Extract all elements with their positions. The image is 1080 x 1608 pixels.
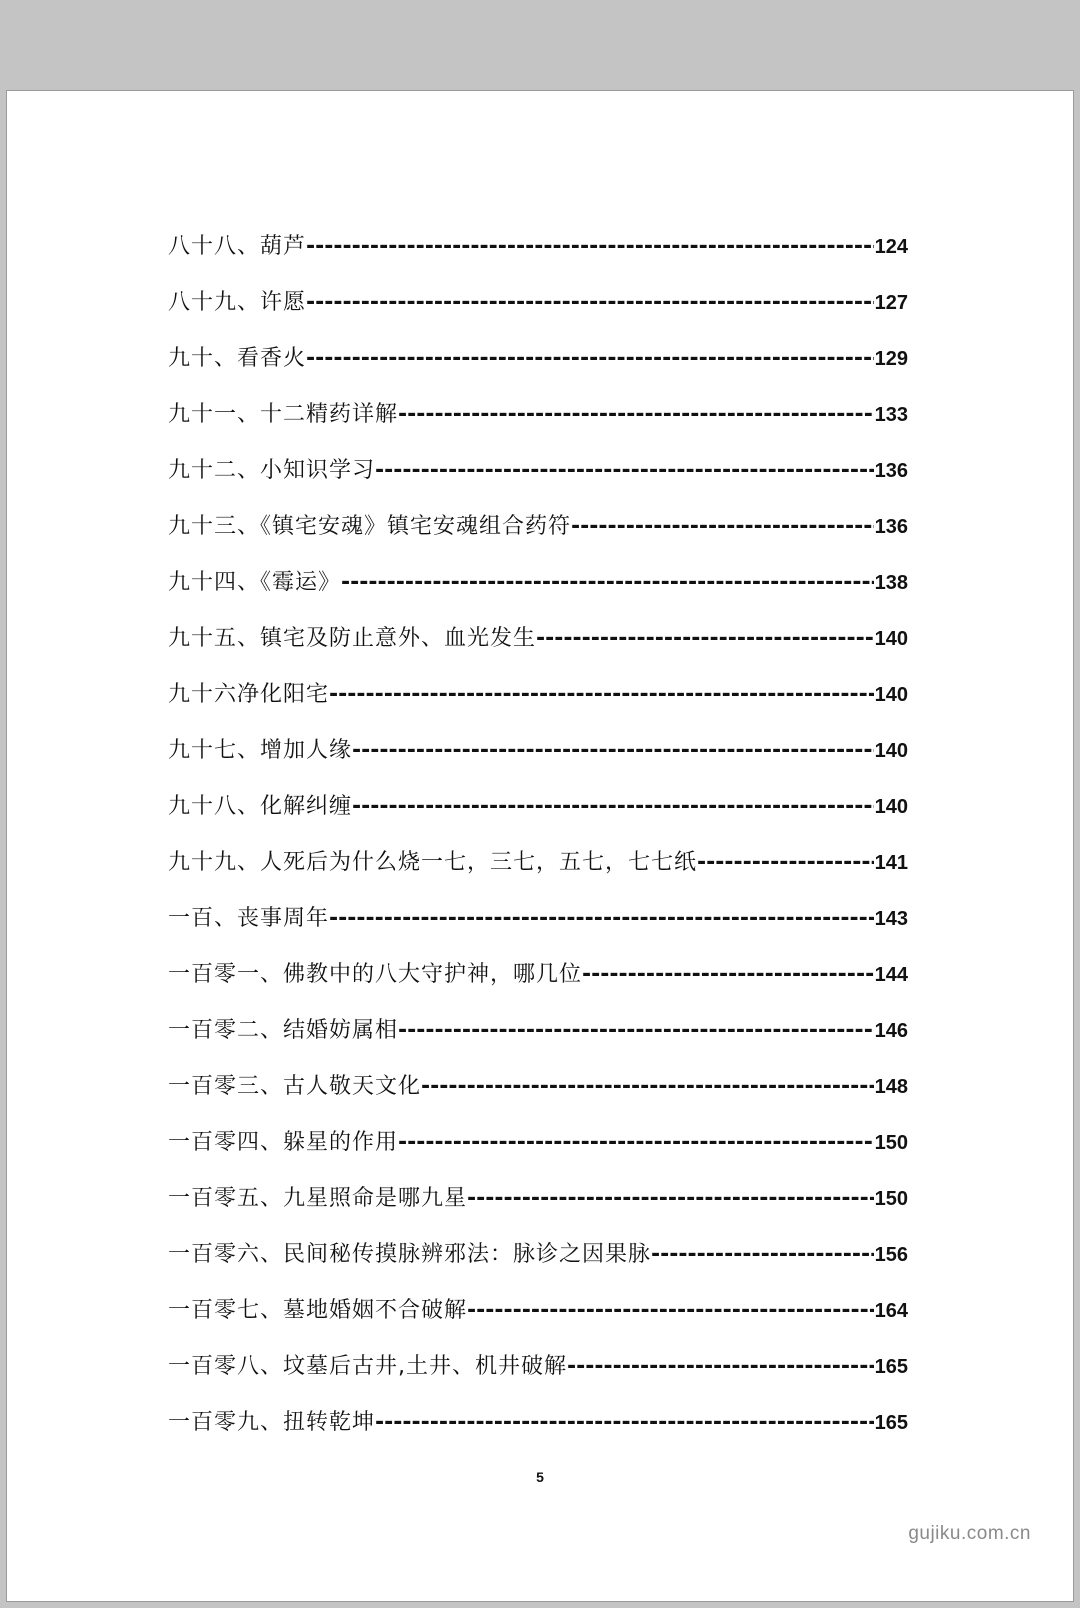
toc-entry[interactable] — [168, 891, 908, 947]
toc-dot-leader — [398, 387, 874, 443]
toc-entry-title: 九十六净化阳宅 — [168, 682, 330, 707]
toc-entry-title: 一百零四、躲星的作用 — [168, 1130, 399, 1155]
toc-entry-page-number: 129 — [874, 348, 908, 370]
toc-entry-title: 九十四、《霉运》 — [168, 570, 342, 595]
toc-entry-title: 九十三、《镇宅安魂》镇宅安魂组合药符 — [168, 514, 572, 539]
toc-dot-leader — [467, 1283, 874, 1339]
toc-entry[interactable] — [168, 219, 908, 275]
toc-dot-leader — [651, 1227, 874, 1283]
toc-entry-page-number: 148 — [874, 1076, 908, 1098]
toc-entry-page-number: 127 — [874, 292, 908, 314]
toc-entry-title: 一百零二、结婚妨属相 — [168, 1018, 399, 1043]
toc-entry-title: 一百零六、民间秘传摸脉辨邪法：脉诊之因果脉 — [168, 1242, 652, 1267]
toc-entry-title: 九十、看香火 — [168, 346, 307, 371]
toc-entry-page-number: 150 — [874, 1132, 908, 1154]
toc-entry-page-number: 133 — [874, 404, 908, 426]
toc-entry[interactable] — [168, 611, 908, 667]
toc-entry-title: 一百零九、扭转乾坤 — [168, 1410, 376, 1435]
toc-entry[interactable] — [168, 275, 908, 331]
toc-dot-leader — [421, 1059, 874, 1115]
toc-entry-title: 九十一、十二精药详解 — [168, 402, 399, 427]
page-number: 5 — [536, 1469, 544, 1485]
toc-entry-page-number: 156 — [874, 1244, 908, 1266]
toc-entry-title: 一百零五、九星照命是哪九星 — [168, 1186, 468, 1211]
toc-entry[interactable] — [168, 667, 908, 723]
toc-entry-page-number: 124 — [874, 236, 908, 258]
toc-dot-leader — [329, 891, 874, 947]
toc-entry-title: 九十五、镇宅及防止意外、血光发生 — [168, 626, 537, 651]
toc-entry-page-number: 146 — [874, 1020, 908, 1042]
toc-dot-leader — [398, 1003, 874, 1059]
toc-entry[interactable] — [168, 1339, 908, 1395]
toc-entry-page-number: 136 — [874, 516, 908, 538]
toc-entry-title: 九十八、化解纠缠 — [168, 794, 353, 819]
toc-entry[interactable] — [168, 1171, 908, 1227]
toc-entry[interactable] — [168, 1115, 908, 1171]
toc-entry-title: 八十九、许愿 — [168, 290, 307, 315]
toc-entry-title: 一百零三、古人敬天文化 — [168, 1074, 422, 1099]
toc-entry-page-number: 165 — [874, 1412, 908, 1434]
toc-entry-page-number: 140 — [874, 740, 908, 762]
toc-entry[interactable] — [168, 331, 908, 387]
toc-dot-leader — [306, 331, 874, 387]
toc-entry[interactable] — [168, 1283, 908, 1339]
document-page — [6, 90, 1074, 1602]
toc-entry[interactable] — [168, 555, 908, 611]
toc-dot-leader — [375, 1395, 874, 1451]
toc-dot-leader — [375, 443, 874, 499]
toc-entry-title: 一百零七、墓地婚姻不合破解 — [168, 1298, 468, 1323]
toc-dot-leader — [398, 1115, 874, 1171]
toc-entry-title: 九十二、小知识学习 — [168, 458, 376, 483]
toc-dot-leader — [567, 1339, 874, 1395]
toc-dot-leader — [467, 1171, 874, 1227]
toc-dot-leader — [697, 835, 874, 891]
toc-dot-leader — [352, 779, 874, 835]
toc-entry[interactable] — [168, 947, 908, 1003]
toc-dot-leader — [571, 499, 874, 555]
toc-dot-leader — [306, 219, 874, 275]
toc-dot-leader — [306, 275, 874, 331]
toc-entry-page-number: 136 — [874, 460, 908, 482]
toc-entry-page-number: 144 — [874, 964, 908, 986]
toc-entry-title: 一百零一、佛教中的八大守护神，哪几位 — [168, 962, 583, 987]
toc-entry-title: 一百、丧事周年 — [168, 906, 330, 931]
toc-dot-leader — [582, 947, 874, 1003]
toc-entry-title: 八十八、葫芦 — [168, 234, 307, 259]
toc-dot-leader — [341, 555, 874, 611]
toc-entry[interactable] — [168, 499, 908, 555]
toc-entry[interactable] — [168, 779, 908, 835]
toc-entry-page-number: 140 — [874, 796, 908, 818]
toc-entry-page-number: 138 — [874, 572, 908, 594]
toc-dot-leader — [329, 667, 874, 723]
toc-entry-title: 九十七、增加人缘 — [168, 738, 353, 763]
toc-entry[interactable] — [168, 723, 908, 779]
toc-entry[interactable] — [168, 387, 908, 443]
toc-entry[interactable] — [168, 1003, 908, 1059]
toc-entry-title: 九十九、人死后为什么烧一七，三七，五七，七七纸 — [168, 850, 698, 875]
toc-entry[interactable] — [168, 1395, 908, 1451]
toc-entry[interactable] — [168, 1227, 908, 1283]
toc-entry-page-number: 164 — [874, 1300, 908, 1322]
toc-entry-page-number: 140 — [874, 684, 908, 706]
toc-dot-leader — [536, 611, 874, 667]
toc-entry-page-number: 150 — [874, 1188, 908, 1210]
toc-entry-page-number: 143 — [874, 908, 908, 930]
toc-dot-leader — [352, 723, 874, 779]
toc-entry[interactable] — [168, 1059, 908, 1115]
toc-entry[interactable] — [168, 443, 908, 499]
table-of-contents — [168, 219, 908, 1451]
toc-entry-title: 一百零八、坟墓后古井,土井、机井破解 — [168, 1354, 567, 1379]
toc-entry-page-number: 165 — [874, 1356, 908, 1378]
toc-entry-page-number: 140 — [874, 628, 908, 650]
watermark-text: gujiku.com.cn — [908, 1523, 1031, 1544]
toc-entry-page-number: 141 — [874, 852, 908, 874]
toc-entry[interactable] — [168, 835, 908, 891]
